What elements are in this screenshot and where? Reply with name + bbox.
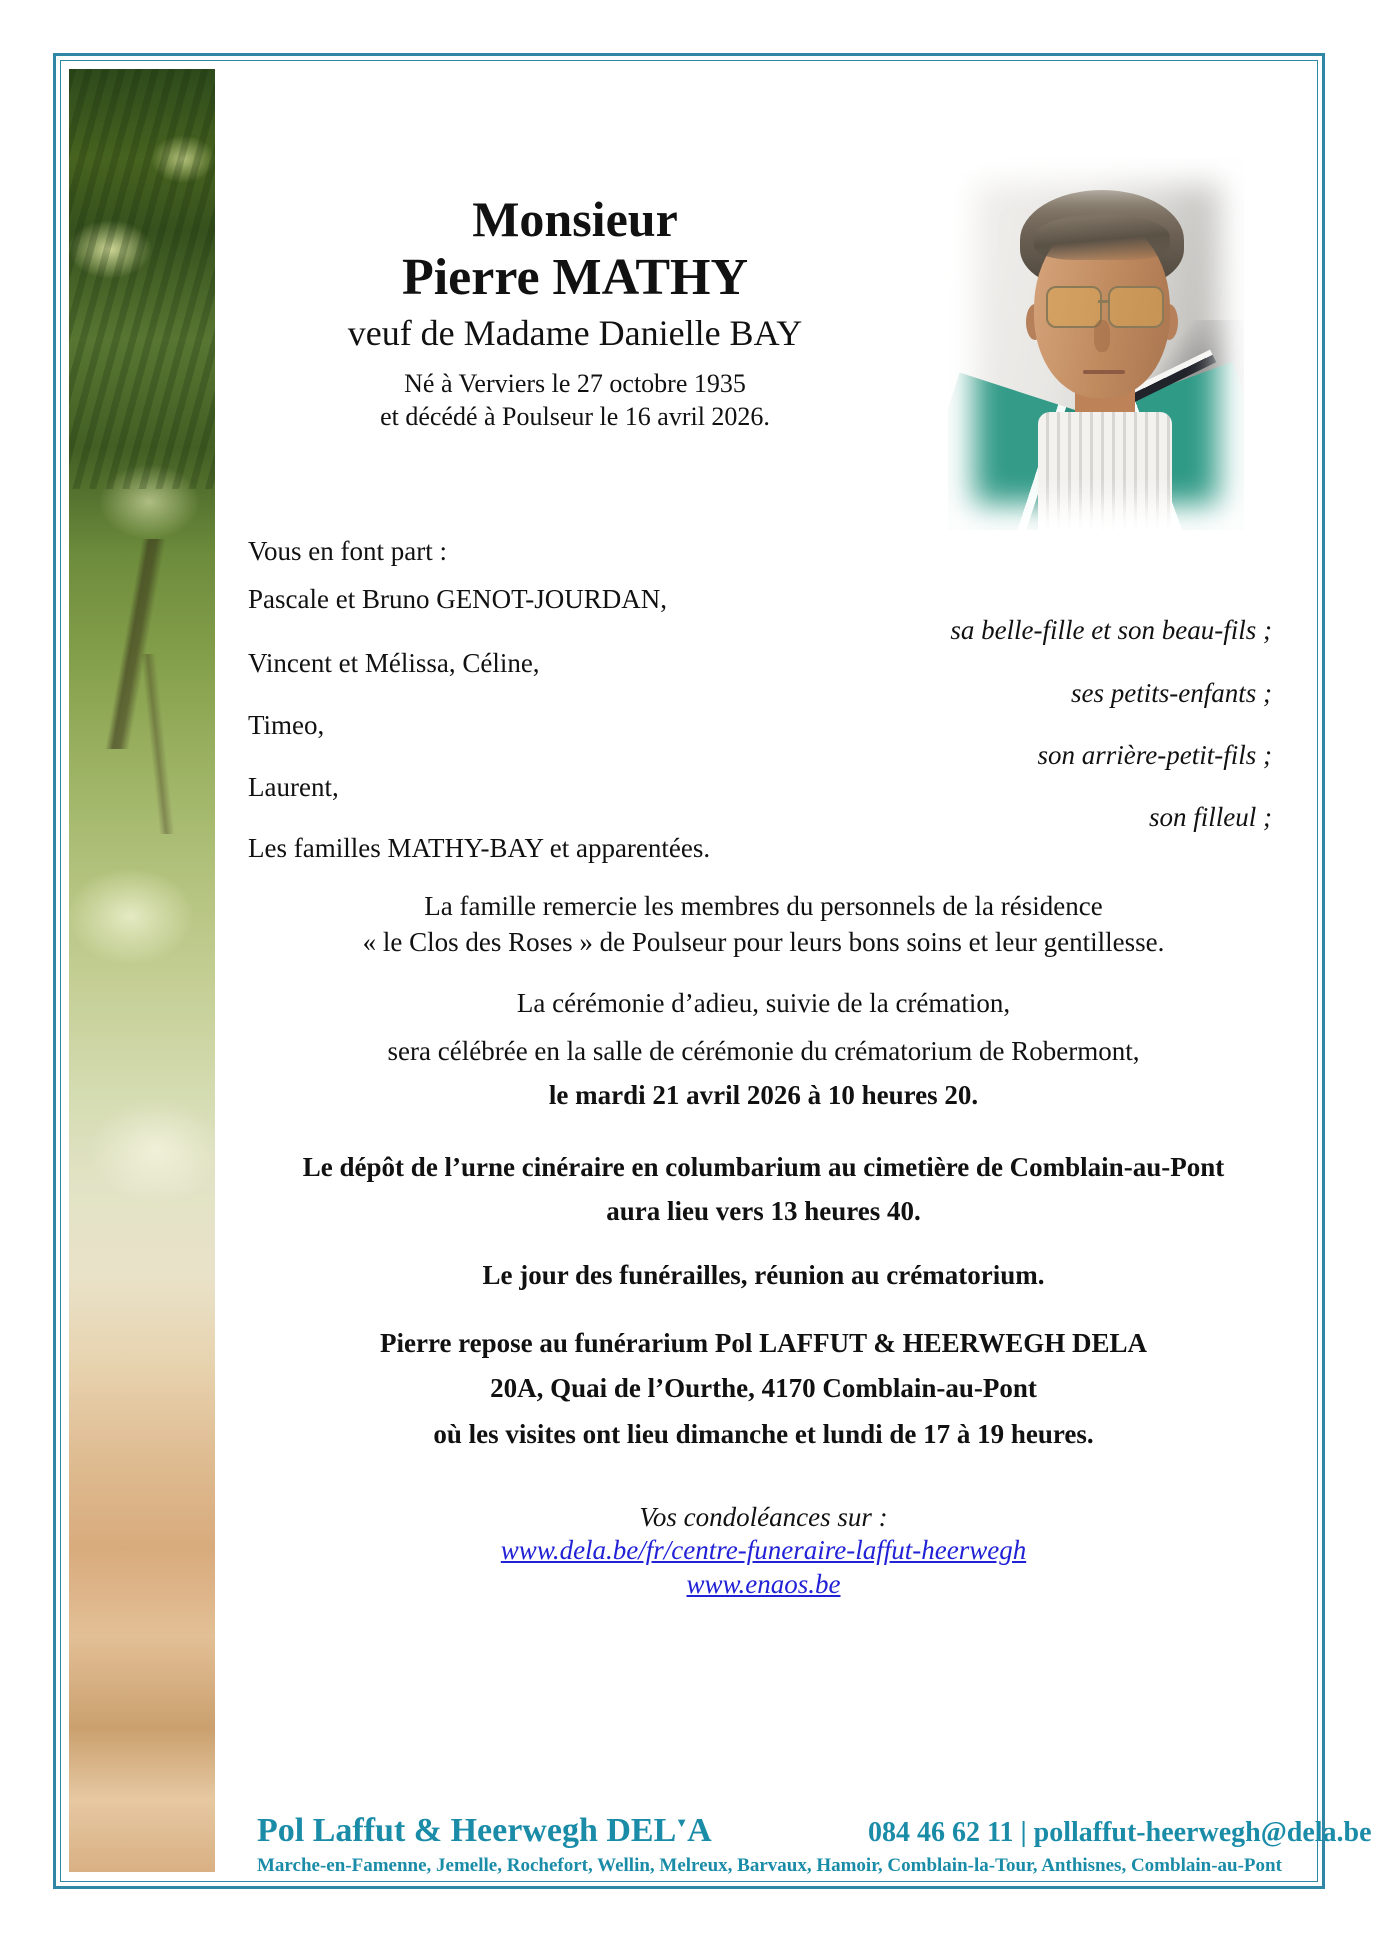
condolences-link-enaos[interactable]: www.enaos.be	[686, 1569, 841, 1599]
relative-names: Laurent,	[248, 772, 339, 802]
condolences-intro: Vos condoléances sur :	[639, 1502, 888, 1532]
brand-text-suffix: A	[687, 1812, 712, 1849]
relative-relation: son filleul ;	[1149, 802, 1272, 832]
relative-relation: son arrière-petit-fils ;	[1037, 740, 1272, 770]
forest-path-image	[69, 69, 215, 1872]
birth-line: Né à Verviers le 27 octobre 1935	[404, 369, 746, 398]
brand-text-prefix: Pol Laffut & Heerwegh DEL	[257, 1812, 677, 1849]
ceremony-line-1: La cérémonie d’adieu, suivie de la crémation,	[516, 988, 1011, 1018]
dela-triangle-icon: ▼	[675, 1815, 689, 1830]
burial-line-1: Le dépôt de l’urne cinéraire en columbarium au cimetière de Comblain-au-Pont	[302, 1152, 1225, 1182]
funeral-home-line-3: où les visites ont lieu dimanche et lundi de 17 à 19 heures.	[433, 1419, 1094, 1449]
salutation: Monsieur	[472, 191, 678, 247]
footer-contact: 084 46 62 11 | pollaffut-heerwegh@dela.be	[868, 1817, 1372, 1848]
header-block	[230, 190, 920, 433]
thanks-line-1: La famille remercie les membres du personnels de la résidence	[424, 891, 1103, 921]
funeral-home-logo	[257, 1812, 712, 1850]
condolences-link-dela[interactable]: www.dela.be/fr/centre-funeraire-laffut-heerwegh	[500, 1535, 1027, 1565]
thanks-line-2: « le Clos des Roses » de Poulseur pour leurs bons soins et leur gentillesse.	[362, 927, 1165, 957]
ceremony-line-2: sera célébrée en la salle de cérémonie du crématorium de Robermont,	[387, 1036, 1140, 1066]
portrait-photo	[948, 158, 1244, 530]
deceased-name: Pierre MATHY	[401, 249, 749, 306]
condolences-link-row-1	[215, 1535, 1312, 1566]
announcement-intro: Vous en font part :	[248, 536, 447, 566]
burial-line-2: aura lieu vers 13 heures 40.	[606, 1196, 921, 1226]
relative-names: Timeo,	[248, 710, 325, 740]
ceremony-date: le mardi 21 avril 2026 à 10 heures 20.	[548, 1080, 979, 1110]
relative-names: Vincent et Mélissa, Céline,	[248, 648, 540, 678]
relative-names: Pascale et Bruno GENOT-JOURDAN,	[248, 584, 667, 614]
death-line: et décédé à Poulseur le 16 avril 2026.	[380, 402, 770, 431]
relative-relation: ses petits-enfants ;	[1071, 678, 1272, 708]
widower-line: veuf de Madame Danielle BAY	[347, 313, 803, 353]
meeting-line: Le jour des funérailles, réunion au crématorium.	[482, 1260, 1045, 1290]
funeral-home-line-1: Pierre repose au funérarium Pol LAFFUT & HEERWEGH DELA	[379, 1328, 1148, 1358]
footer-cities: Marche-en-Famenne, Jemelle, Rochefort, Wellin, Melreux, Barvaux, Hamoir, Comblain-la-Tour, Anthisnes, Comblain-au-Pont	[257, 1855, 1282, 1876]
birth-death-dates	[230, 367, 920, 433]
photo-feathered-edge	[948, 158, 1244, 530]
relative-names: Les familles MATHY-BAY et apparentées.	[248, 833, 711, 863]
condolences-link-row-2	[215, 1569, 1312, 1600]
funeral-home-line-2: 20A, Quai de l’Ourthe, 4170 Comblain-au-Pont	[490, 1373, 1037, 1403]
relative-relation: sa belle-fille et son beau-fils ;	[950, 615, 1272, 645]
